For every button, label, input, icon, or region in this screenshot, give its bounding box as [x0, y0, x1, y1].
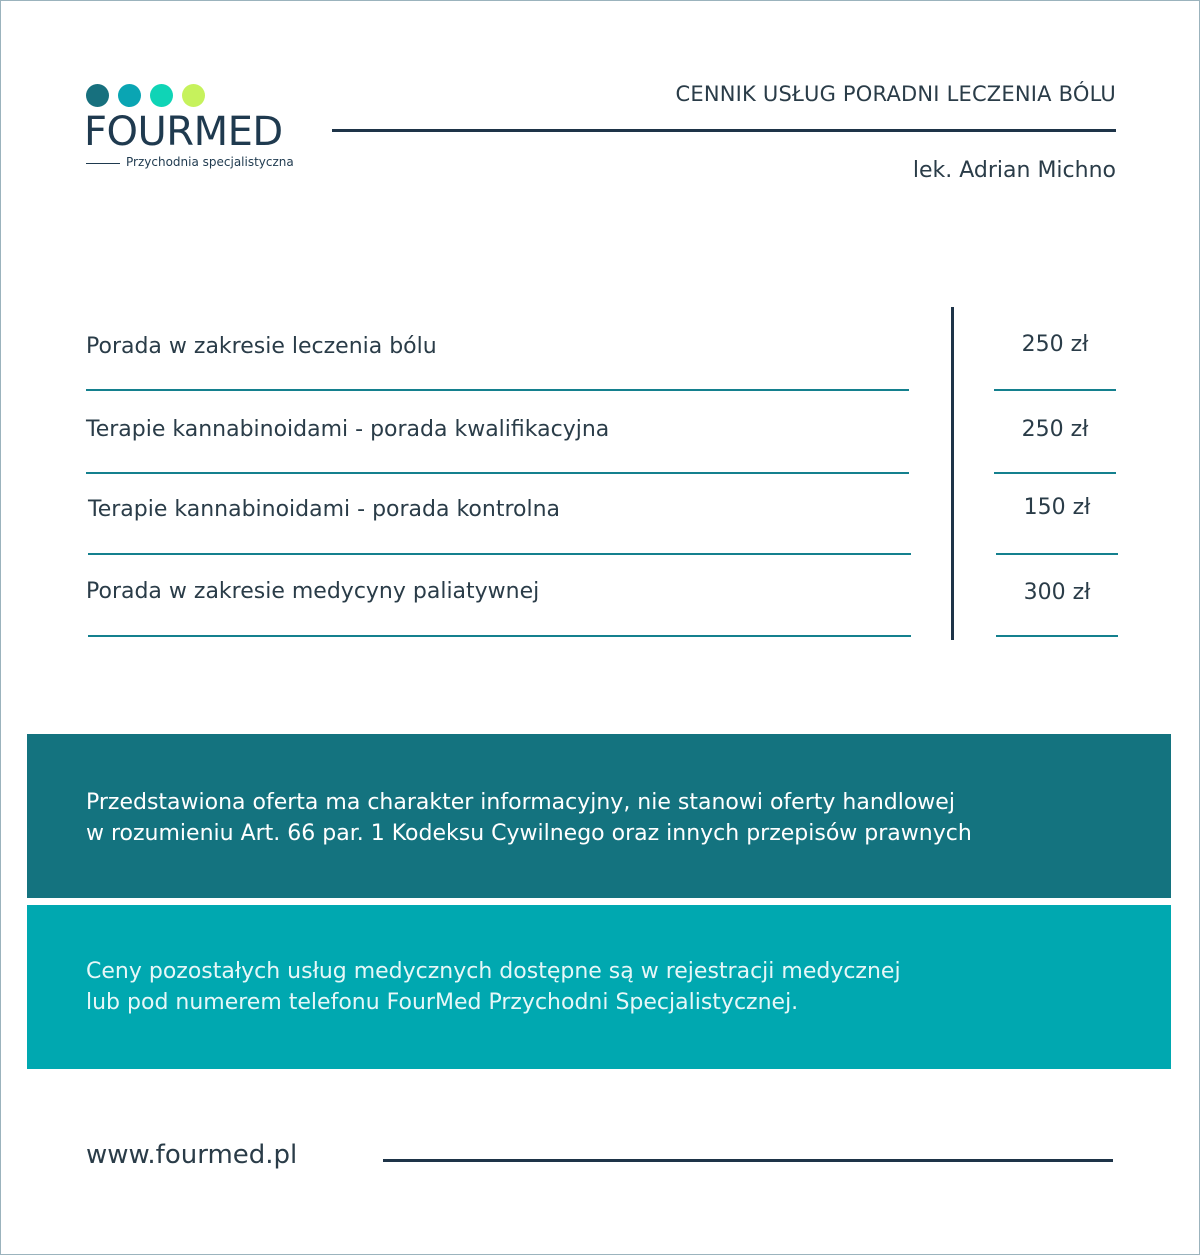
price-row-rule [994, 472, 1116, 474]
header-rule [332, 129, 1116, 132]
service-price: 250 zł [1021, 332, 1089, 357]
footer-rule [383, 1159, 1113, 1162]
service-price: 250 zł [1021, 417, 1089, 442]
doctor-name: lek. Adrian Michno [912, 158, 1116, 183]
logo-dot-4 [182, 84, 205, 107]
service-name: Porada w zakresie leczenia bólu [86, 334, 437, 359]
service-row-rule [88, 553, 911, 555]
other-prices-notice [27, 905, 1171, 1069]
service-row-rule [88, 635, 911, 637]
disclaimer-line-2: w rozumieniu Art. 66 par. 1 Kodeksu Cywilnego oraz innych przepisów prawnych [86, 821, 972, 846]
logo-dot-2 [118, 84, 141, 107]
disclaimer-line-1: Przedstawiona oferta ma charakter informacyjny, nie stanowi oferty handlowej [86, 790, 955, 815]
page-title: CENNIK USŁUG PORADNI LECZENIA BÓLU [675, 82, 1116, 106]
service-row-rule [86, 472, 909, 474]
service-name: Terapie kannabinoidami - porada kwalifikacyjna [86, 417, 610, 442]
price-row-rule [996, 553, 1118, 555]
logo-dot-3 [150, 84, 173, 107]
price-row-rule [996, 635, 1118, 637]
fourmed-logo [86, 84, 326, 174]
service-name: Terapie kannabinoidami - porada kontrolna [88, 497, 561, 522]
website-link[interactable]: www.fourmed.pl [86, 1140, 298, 1170]
service-price: 300 zł [1023, 580, 1091, 605]
logo-tagline: Przychodnia specjalistyczna [126, 155, 294, 169]
logo-wordmark: FOURMED [84, 109, 283, 155]
service-name: Porada w zakresie medycyny paliatywnej [86, 579, 540, 604]
price-row-rule [994, 389, 1116, 391]
other-prices-line-1: Ceny pozostałych usług medycznych dostępne są w rejestracji medycznej [86, 959, 901, 984]
price-column-divider [951, 307, 954, 640]
logo-dot-1 [86, 84, 109, 107]
disclaimer-notice [27, 734, 1171, 898]
logo-rule [86, 163, 120, 164]
service-row-rule [86, 389, 909, 391]
service-price: 150 zł [1023, 495, 1091, 520]
other-prices-line-2: lub pod numerem telefonu FourMed Przychodni Specjalistycznej. [86, 990, 799, 1015]
